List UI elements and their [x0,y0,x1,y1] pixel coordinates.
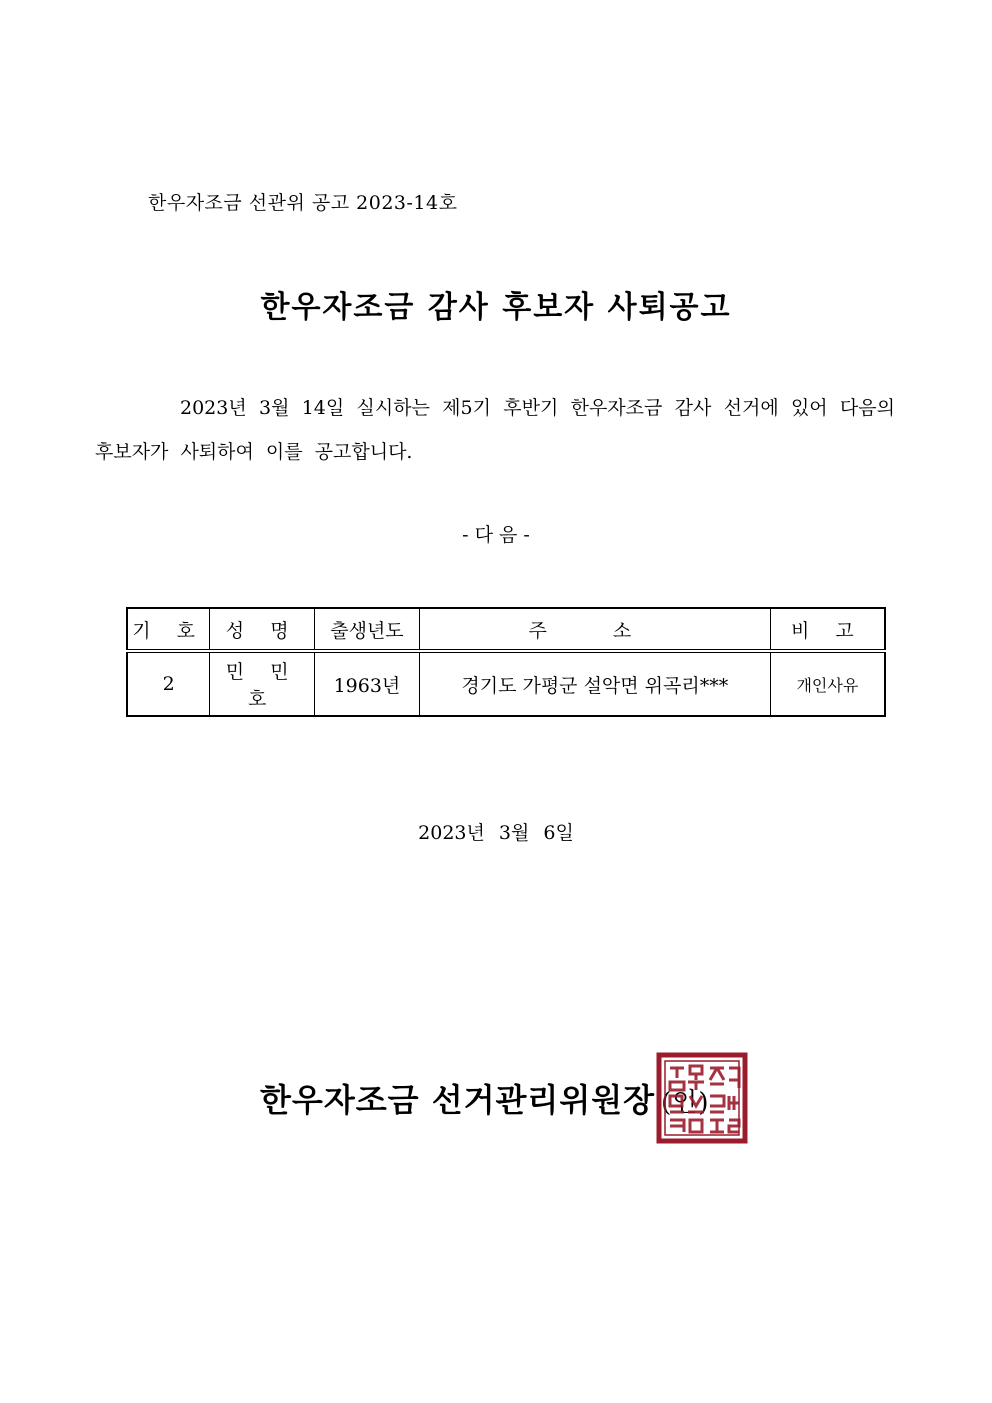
cell-address: 경기도 가평군 설악면 위곡리*** [419,651,770,716]
cell-name: 민 민 호 [210,651,315,716]
header-address: 주 소 [419,608,770,651]
signature-line [260,1075,710,1121]
header-name: 성 명 [210,608,315,651]
header-birth-year: 출생년도 [315,608,420,651]
candidate-table [126,607,886,717]
header-note: 비 고 [770,608,885,651]
table-header-row [127,608,885,651]
cell-number: 2 [127,651,210,716]
cell-birth-year: 1963년 [315,651,420,716]
official-seal-stamp [656,1052,748,1144]
signature-organization: 한우자조금 선거관리위원장 [260,1081,656,1119]
notice-number: 한우자조금 선관위 공고 2023-14호 [148,192,458,214]
header-number: 기 호 [127,608,210,651]
body-paragraph: 2023년 3월 14일 실시하는 제5기 후반기 한우자조금 감사 선거에 있어 다음의 후보자가 사퇴하여 이를 공고합니다. [95,397,895,463]
issue-date: 2023년 3월 6일 [418,822,574,844]
cell-note: 개인사유 [770,651,885,716]
seal-mark: (인) [661,1088,710,1118]
table-row [127,651,885,716]
section-heading: - 다 음 - [462,524,530,546]
document-title: 한우자조금 감사 후보자 사퇴공고 [260,290,732,325]
